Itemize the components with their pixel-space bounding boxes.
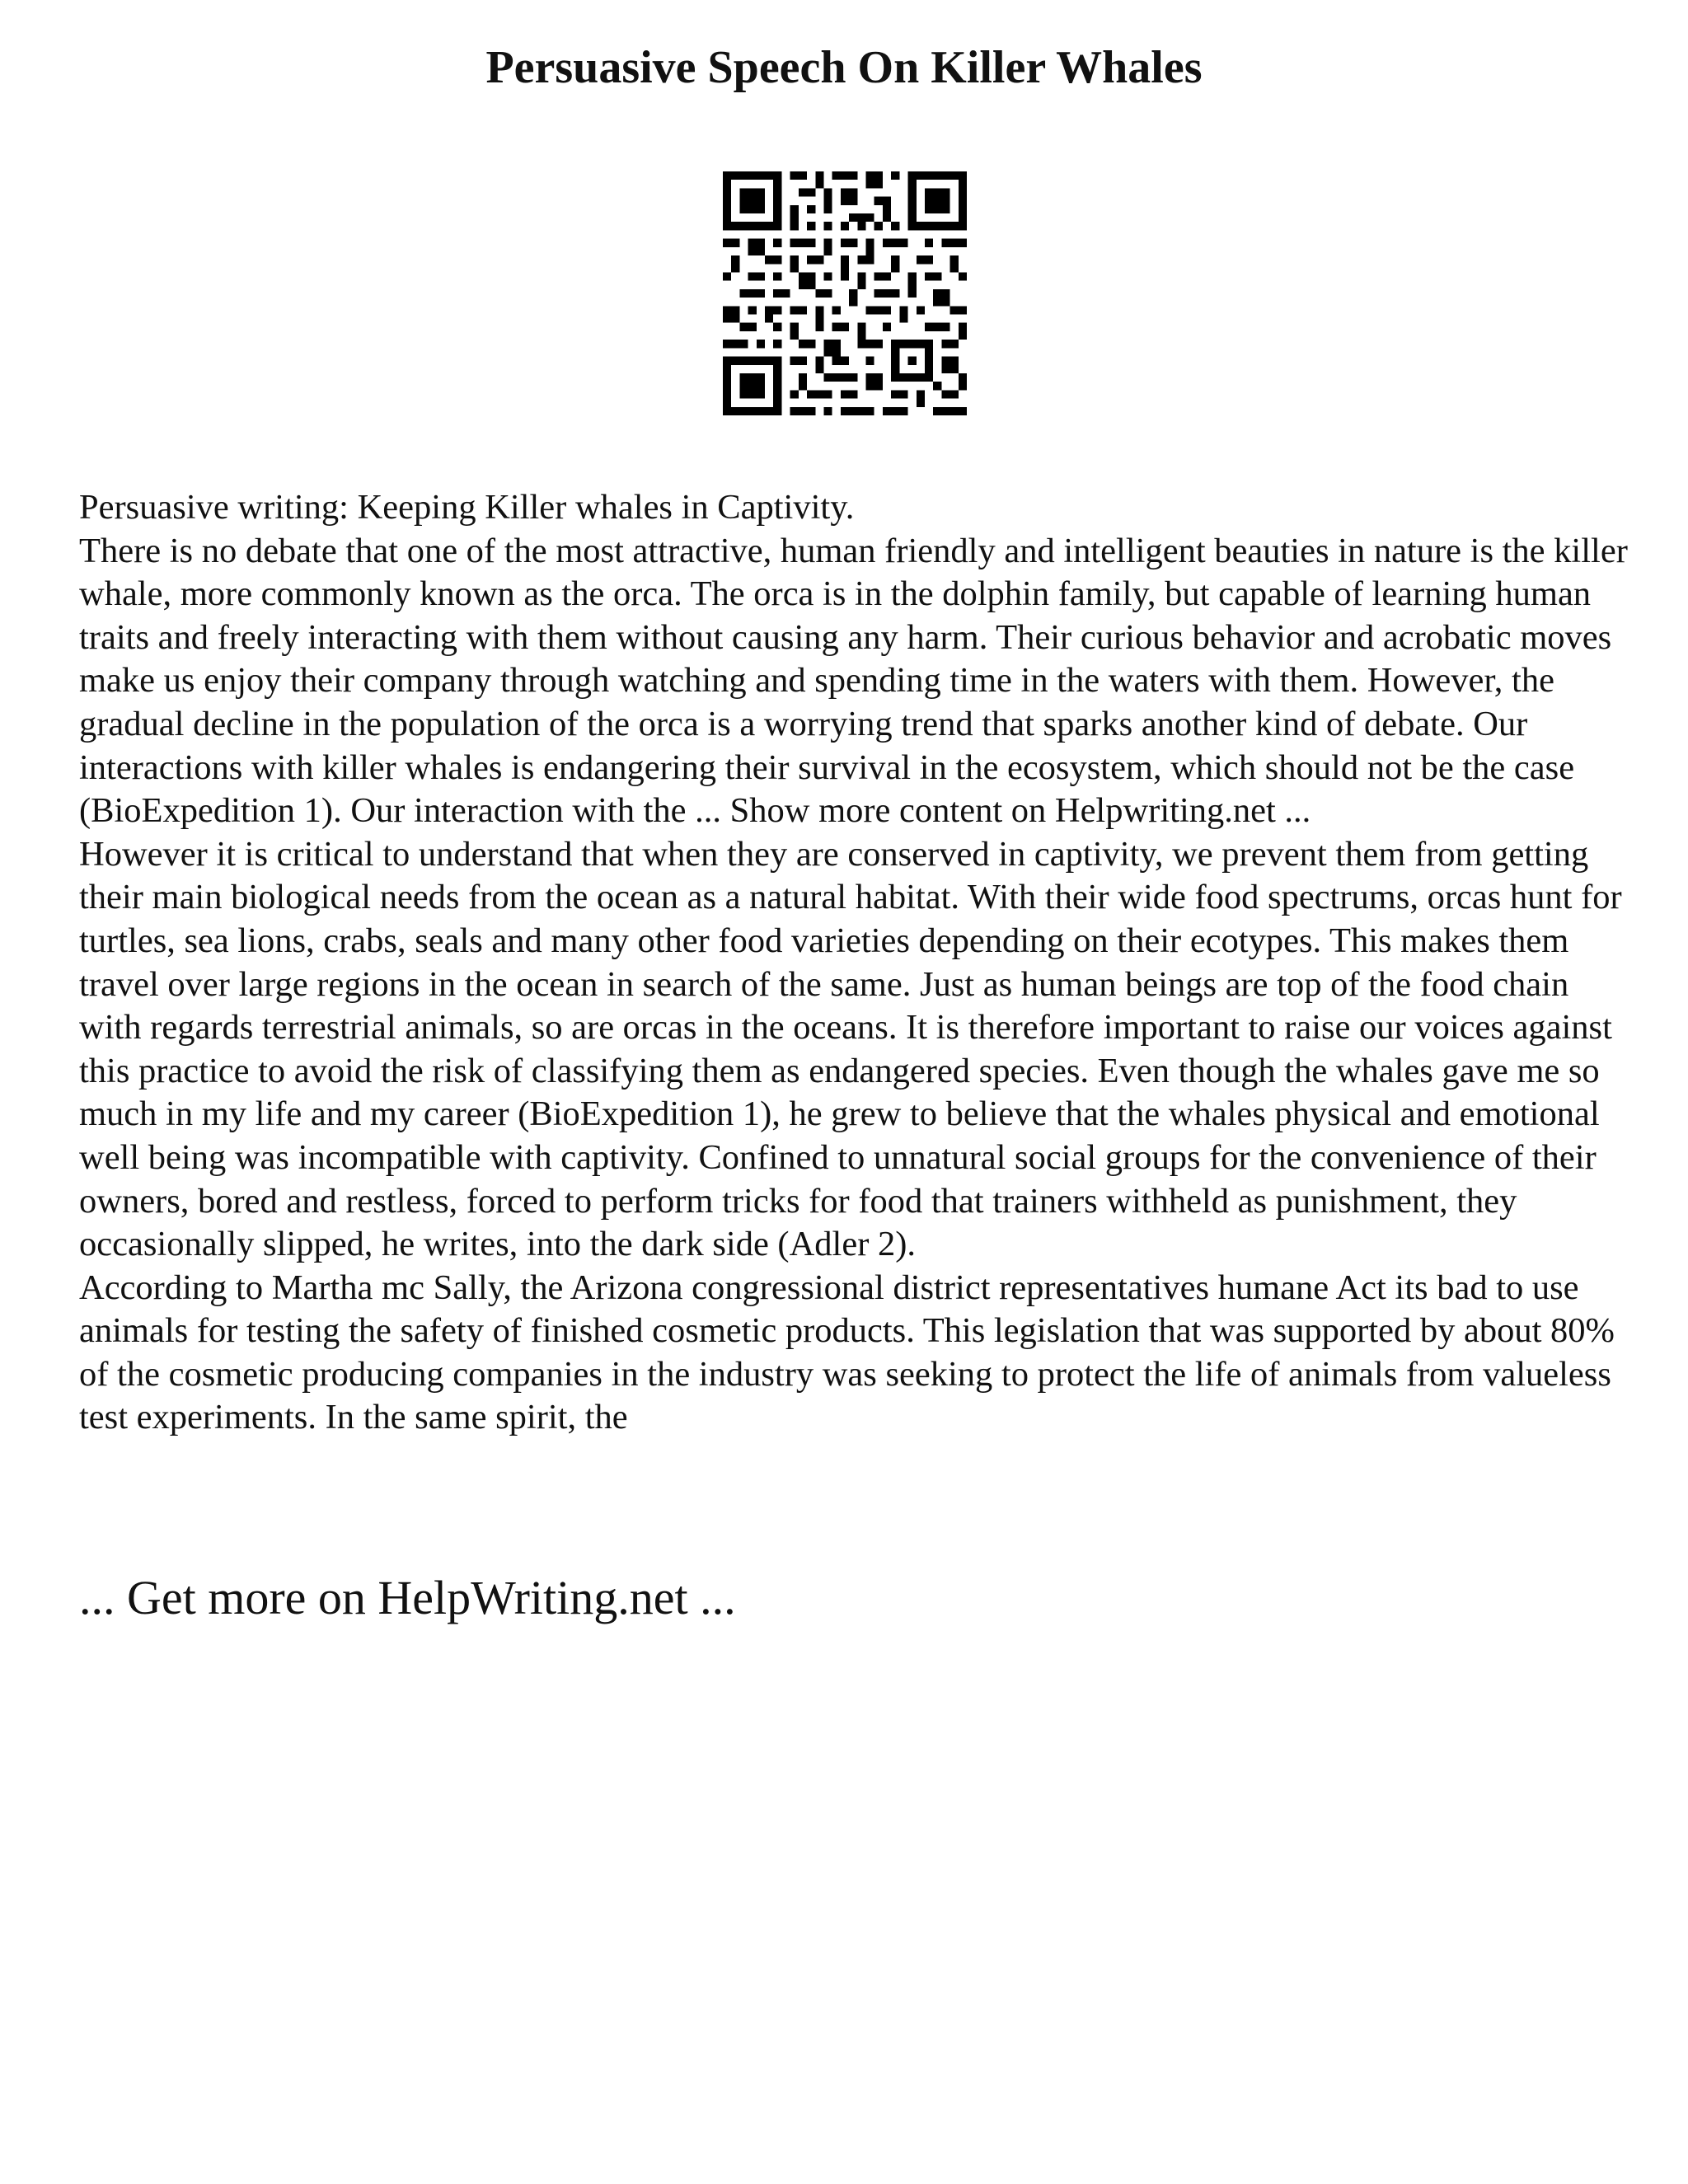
article-paragraph: According to Martha mc Sally, the Arizona congressional district representatives humane Act its bad to use animals for testing the safety of finished cosmetic products. This legislation that was supported by about 80% of the cosmetic producing companies in the industry was seeking to protect the life of animals from valueless test experiments. In the same spirit, the — [79, 1268, 1615, 1437]
qr-code-icon — [723, 171, 967, 415]
article-body — [79, 486, 1629, 1440]
article-paragraph: Persuasive writing: Keeping Killer whales in Captivity. — [79, 488, 855, 527]
article-paragraph: There is no debate that one of the most attractive, human friendly and intelligent beauties in nature is the killer whale, more commonly known as the orca. The orca is in the dolphin family, but capable of learning human traits and freely interacting with them without causing any harm. Their curious behavior and acrobatic moves make us enjoy their company through watching and spending time in the waters with them. However, the gradual decline in the population of the orca is a worrying trend that sparks another kind of debate. Our interactions with killer whales is endangering their survival in the ecosystem, which should not be the case (BioExpedition 1). Our interaction with the ... Show more content on Helpwriting.net ... — [79, 531, 1628, 831]
document-title: Persuasive Speech On Killer Whales — [485, 42, 1203, 93]
get-more-link[interactable]: ... Get more on HelpWriting.net ... — [79, 1571, 736, 1624]
article-paragraph: However it is critical to understand that when they are conserved in captivity, we prevent them from getting their main biological needs from the ocean as a natural habitat. With their wide food spectrums, orcas hunt for turtles, sea lions, crabs, seals and many other food varieties depending on their ecotypes. This makes them travel over large regions in the ocean in search of the same. Just as human beings are top of the food chain with regards terrestrial animals, so are orcas in the oceans. It is therefore important to raise our voices against this practice to avoid the risk of classifying them as endangered species. Even though the whales gave me so much in my life and my career (BioExpedition 1), he grew to believe that the whales physical and emotional well being was incompatible with captivity. Confined to unnatural social groups for the convenience of their owners, bored and restless, forced to perform tricks for food that trainers withheld as punishment, they occasionally slipped, he writes, into the dark side (Adler 2). — [79, 834, 1622, 1264]
